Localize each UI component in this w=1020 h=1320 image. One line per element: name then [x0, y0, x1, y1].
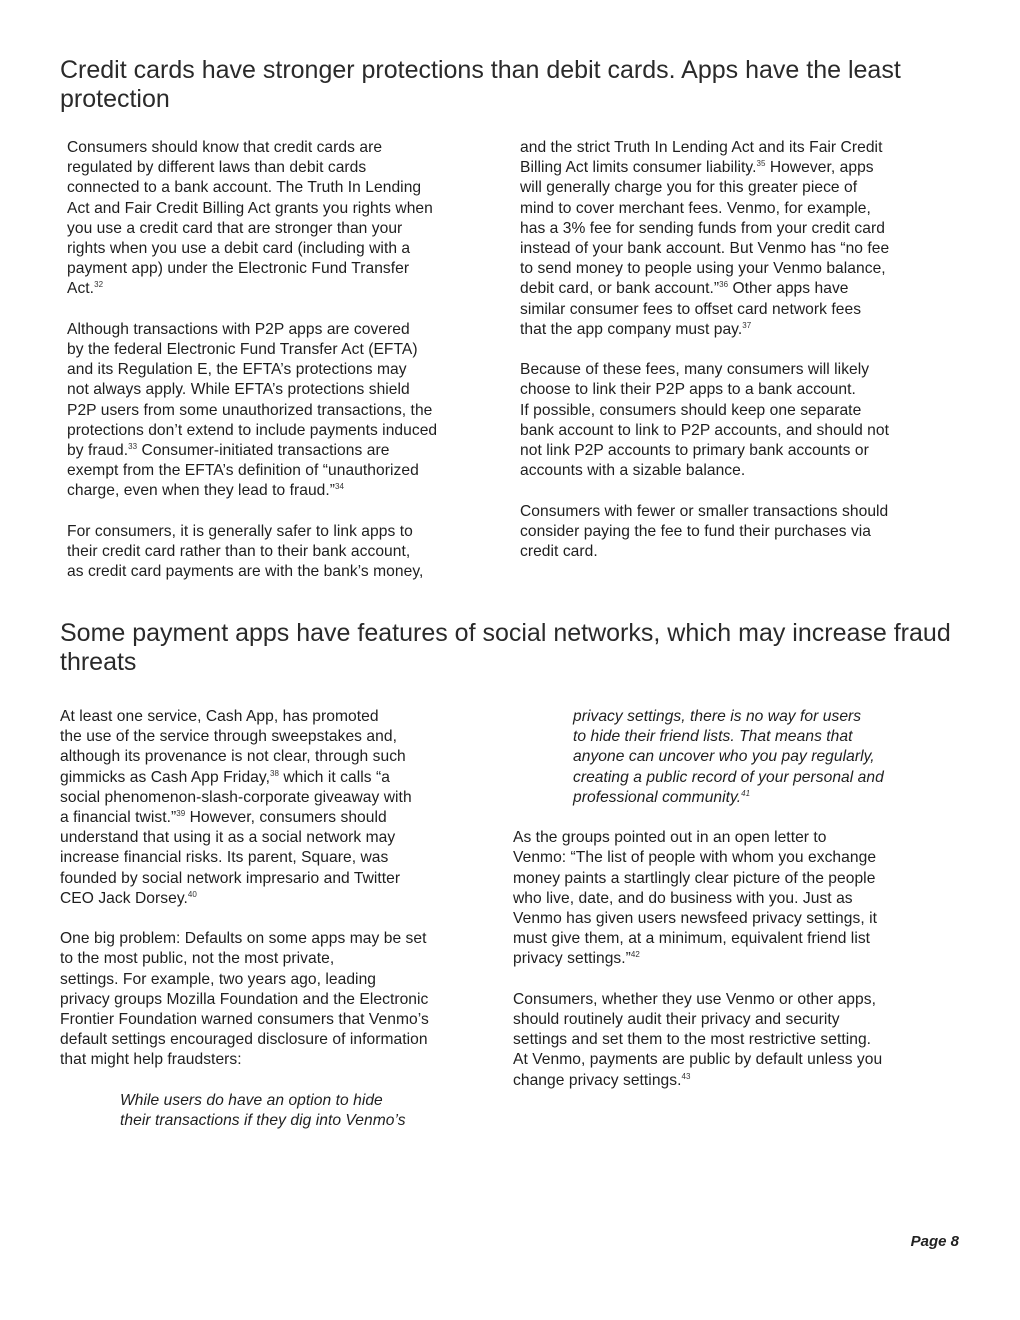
text-line: Venmo has given users newsfeed privacy settings, it — [513, 910, 877, 928]
text-line — [67, 441, 507, 461]
text-line — [520, 158, 960, 178]
text-line: bank account to link to P2P accounts, and should not — [520, 421, 890, 439]
text-line — [573, 788, 963, 808]
text-line: their credit card rather than to their bank account, — [67, 543, 411, 561]
text-line: anyone can uncover who you pay regularly, — [573, 748, 875, 766]
text-fragment: which it calls “a — [278, 768, 390, 786]
text-line — [67, 481, 507, 501]
text-line: similar consumer fees to offset card network fees — [520, 300, 862, 318]
text-line: has a 3% fee for sending funds from your credit card — [520, 219, 885, 237]
text-line: not link P2P accounts to primary bank accounts or — [520, 442, 869, 460]
text-line: settings and set them to the most restrictive setting. — [513, 1031, 872, 1049]
footnote-ref-38: 38 — [269, 768, 279, 778]
text-line: connected to a bank account. The Truth In Lending — [67, 179, 422, 197]
text-fragment: Consumer-initiated transactions are — [137, 442, 390, 460]
text-fragment: charge, even when they lead to fraud.” — [67, 482, 336, 500]
text-line: consider paying the fee to fund their purchases via — [520, 522, 872, 540]
text-line: Venmo: “The list of people with whom you exchange — [513, 849, 877, 867]
text-line: exempt from the EFTA’s definition of “unauthorized — [67, 462, 419, 480]
text-line: understand that using it as a social network may — [60, 829, 396, 847]
footnote-ref-41: 41 — [741, 788, 751, 798]
section1-right-column — [520, 138, 960, 562]
text-line: At Venmo, payments are public by default unless you — [513, 1051, 883, 1069]
text-line: will generally charge you for this greater piece of — [520, 179, 858, 197]
text-line: to hide their friend lists. That means that — [573, 728, 853, 746]
text-line: to the most public, not the most private, — [60, 950, 335, 968]
text-fragment: professional community. — [573, 788, 742, 806]
text-line: settings. For example, two years ago, leading — [60, 970, 377, 988]
page-number: Page 8 — [910, 1233, 959, 1250]
text-line: Frontier Foundation warned consumers that Venmo’s — [60, 1011, 429, 1029]
text-fragment: change privacy settings. — [513, 1071, 682, 1089]
paragraph-open-letter — [513, 828, 963, 969]
text-line: who live, date, and do business with you. Just as — [513, 889, 853, 907]
footnote-ref-42: 42 — [630, 950, 640, 960]
text-line: At least one service, Cash App, has promoted — [60, 708, 379, 725]
text-line: social phenomenon-slash-corporate giveaway with — [60, 788, 412, 806]
block-quote-start — [60, 1091, 500, 1131]
text-line: Because of these fees, many consumers will likely — [520, 361, 870, 379]
text-line: For consumers, it is generally safer to link apps to — [67, 522, 413, 540]
text-line — [520, 279, 960, 299]
footnote-ref-40: 40 — [187, 889, 197, 899]
text-fragment: gimmicks as Cash App Friday, — [60, 768, 270, 786]
text-fragment: a financial twist.” — [60, 809, 177, 827]
text-line: privacy settings, there is no way for users — [573, 708, 862, 725]
text-line: protections don’t extend to include payments induced — [67, 421, 438, 439]
text-fragment: by fraud. — [67, 442, 129, 460]
text-line: choose to link their P2P apps to a bank account. — [520, 381, 856, 399]
text-line: although its provenance is not clear, through such — [60, 748, 406, 766]
paragraph-laws — [67, 138, 507, 300]
text-line: While users do have an option to hide — [120, 1091, 383, 1109]
paragraph-cash-app — [60, 707, 500, 909]
text-line: the use of the service through sweepstakes and, — [60, 728, 397, 746]
text-line: P2P users from some unauthorized transactions, the — [67, 401, 433, 419]
text-fragment: However, apps — [765, 159, 874, 177]
paragraph-bank-link — [520, 360, 960, 481]
text-line: and its Regulation E, the EFTA’s protections may — [67, 361, 407, 379]
section2-right-column — [513, 707, 963, 1091]
text-line: increase financial risks. Its parent, Square, was — [60, 849, 389, 867]
footnote-ref-35: 35 — [756, 159, 766, 169]
footnote-ref-39: 39 — [176, 809, 186, 819]
text-line: regulated by different laws than debit cards — [67, 159, 367, 177]
text-line: default settings encouraged disclosure of information — [60, 1031, 428, 1049]
text-line: accounts with a sizable balance. — [520, 462, 746, 480]
text-line: If possible, consumers should keep one separate — [520, 401, 862, 419]
paragraph-fees — [520, 138, 960, 340]
section-heading-credit-cards: Credit cards have stronger protections than debit cards. Apps have the least protection — [60, 56, 901, 113]
paragraph-small-transactions — [520, 502, 960, 563]
text-line: payment app) under the Electronic Fund Transfer — [67, 260, 410, 278]
section2-left-column — [60, 707, 500, 1131]
text-line: mind to cover merchant fees. Venmo, for example, — [520, 199, 871, 217]
footnote-ref-33: 33 — [128, 442, 138, 452]
text-line: One big problem: Defaults on some apps may be set — [60, 930, 427, 948]
footnote-ref-43: 43 — [681, 1071, 691, 1081]
text-line — [520, 320, 960, 340]
text-line: not always apply. While EFTA’s protections shield — [67, 381, 410, 399]
paragraph-safer-credit — [67, 522, 507, 583]
section1-left-column — [67, 138, 507, 582]
footnote-ref-34: 34 — [335, 482, 345, 492]
text-line: as credit card payments are with the bank’s money, — [67, 563, 424, 581]
text-line — [60, 808, 500, 828]
text-line: Act and Fair Credit Billing Act grants you rights when — [67, 199, 433, 217]
paragraph-defaults — [60, 929, 500, 1070]
text-line: that might help fraudsters: — [60, 1051, 242, 1069]
text-line: must give them, at a minimum, equivalent friend list — [513, 930, 871, 948]
section-heading-social-networks: Some payment apps have features of social networks, which may increase fraud threats — [60, 619, 951, 676]
text-line: privacy groups Mozilla Foundation and the Electronic — [60, 990, 429, 1008]
text-fragment: privacy settings.” — [513, 950, 631, 968]
text-line: Consumers with fewer or smaller transactions should — [520, 502, 889, 520]
text-line: to send money to people using your Venmo balance, — [520, 260, 886, 278]
footnote-ref-37: 37 — [742, 320, 752, 330]
text-fragment: debit card, or bank account.” — [520, 280, 720, 298]
text-line: Consumers, whether they use Venmo or other apps, — [513, 990, 876, 1008]
text-line: founded by social network impresario and Twitter — [60, 869, 401, 887]
text-line — [60, 889, 500, 909]
text-fragment: Act. — [67, 280, 95, 298]
text-line: should routinely audit their privacy and security — [513, 1011, 840, 1029]
paragraph-audit-settings — [513, 990, 963, 1091]
text-line — [513, 949, 963, 969]
footnote-ref-32: 32 — [94, 280, 104, 290]
text-line: creating a public record of your personal and — [573, 768, 884, 786]
text-fragment: Other apps have — [728, 280, 849, 298]
text-line: and the strict Truth In Lending Act and its Fair Credit — [520, 139, 883, 156]
text-line: rights when you use a debit card (including with a — [67, 240, 411, 258]
text-line — [67, 279, 507, 299]
text-line — [60, 768, 500, 788]
footnote-ref-36: 36 — [719, 280, 729, 290]
text-line: As the groups pointed out in an open letter to — [513, 829, 827, 847]
text-fragment: However, consumers should — [185, 809, 387, 827]
text-fragment: Billing Act limits consumer liability. — [520, 159, 757, 177]
text-line: credit card. — [520, 543, 598, 561]
text-line: by the federal Electronic Fund Transfer Act (EFTA) — [67, 341, 418, 359]
text-line: you use a credit card that are stronger than your — [67, 219, 403, 237]
text-line: instead of your bank account. But Venmo has “no fee — [520, 240, 890, 258]
text-line: Consumers should know that credit cards are — [67, 139, 383, 156]
text-fragment: that the app company must pay. — [520, 320, 743, 338]
text-line: Although transactions with P2P apps are covered — [67, 320, 410, 338]
text-line — [513, 1071, 963, 1091]
block-quote-end — [513, 707, 963, 808]
text-line: money paints a startlingly clear picture of the people — [513, 869, 876, 887]
text-fragment: CEO Jack Dorsey. — [60, 889, 188, 907]
text-line: their transactions if they dig into Venmo’s — [120, 1112, 406, 1130]
paragraph-efta — [67, 320, 507, 502]
